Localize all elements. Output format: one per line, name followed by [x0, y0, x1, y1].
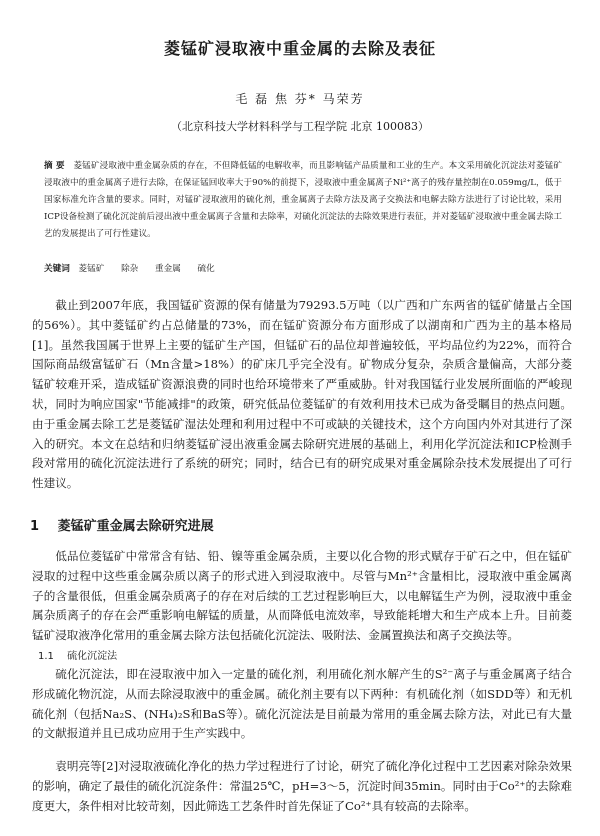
keywords-label: 关键词	[44, 264, 70, 274]
body-paragraph: 硫化沉淀法，即在浸取液中加入一定量的硫化剂，利用硫化剂水解产生的S²⁻离子与重金属离子结合形成硫化物沉淀，从而去除浸取液中的重金属。硫化剂主要有以下两种：有机硫化剂（如SDD等）和无机硫化剂（包括Na₂S、(NH₄)₂S和BaS等）。硫化沉淀法是目前最为常用的重金属去除方法，对此已有大量的文献报道并且已成功应用于生产实践中。	[32, 667, 572, 741]
authors: 毛 磊 焦 芬* 马荣芳	[235, 92, 365, 106]
intro-paragraph: 截止到2007年底，我国锰矿资源的保有储量为79293.5万吨（以广西和广东两省的锰矿储量占全国的56%）。其中菱锰矿约占总储量的73%，而在锰矿资源分布方面形成了以湖南和广西为主的基本格局[1]。虽然我国属于世界上主要的锰矿生产国，但锰矿石的品位却普遍较低，平均品位约为22%，而符合国际商品级富锰矿石（Mn含量>18%）的矿床几乎完全没有。矿物成分复杂，杂质含量偏高，大部分菱锰矿较难开采，造成锰矿资源浪费的同时也给环境带来了严重威胁。针对我国锰行业发展所面临的严峻现状，同时为响应国家"节能减排"的政策，研究低品位菱锰矿的有效利用技术已成为备受瞩目的热点问题。由于重金属去除工艺是菱锰矿湿法处理和利用过程中不可或缺的关键技术，这个方向国内外对其进行了深入的研究。本文在总结和归纳菱锰矿浸出液重金属去除研究进展的基础上，利用化学沉淀法和ICP检测手段对常用的硫化沉淀法进行了系统的研究；同时，结合已有的研究成果对重金属除杂技术发展提出了可行性建议。	[32, 298, 572, 491]
abstract-label: 摘 要	[44, 161, 65, 171]
keyword: 除杂	[121, 264, 139, 274]
subsection-heading	[38, 647, 117, 662]
affiliation: （北京科技大学材料科学与工程学院 北京 100083）	[171, 120, 429, 133]
keywords	[44, 262, 562, 274]
subsection-number: 1.1	[38, 651, 54, 662]
subsection-title: 硫化沉淀法	[67, 651, 118, 662]
section-title: 菱锰矿重金属去除研究进展	[57, 519, 214, 534]
body-paragraph: 低品位菱锰矿中常常含有钴、铅、镍等重金属杂质，主要以化合物的形式赋存于矿石之中，但在锰矿浸取的过程中这些重金属杂质以离子的形式进入到浸取液中。尽管与Mn²⁺含量相比，浸取液中重金属离子的含量很低，但重金属杂质离子的存在对后续的工艺过程影响巨大，以电解锰生产为例，浸取液中重金属杂质离子的存在会严重影响电解锰的质量，从而降低电流效率，导致能耗增大和生产成本上升。目前菱锰矿浸取液净化常用的重金属去除方法包括硫化沉淀法、吸附法、金属置换法和离子交换法等。	[32, 549, 572, 643]
abstract	[44, 158, 562, 243]
keyword: 菱锰矿	[78, 264, 105, 274]
body-paragraph: 袁明亮等[2]对浸取液硫化净化的热力学过程进行了讨论，研究了硫化净化过程中工艺因素对除杂效果的影响，确定了最佳的硫化沉淀条件：常温25℃，pH=3～5，沉淀时间35min。同时由于Co²⁺的去除难度更大，条件相对比较苛刻，因此筛选工艺条件时首先保证了Co²⁺具有较高的去除率。	[32, 759, 572, 813]
paper-title: 菱锰矿浸取液中重金属的去除及表征	[163, 39, 436, 58]
keyword: 重金属	[155, 264, 181, 274]
section-heading	[30, 515, 214, 534]
section-number: 1	[30, 519, 40, 534]
abstract-text: 菱锰矿浸取液中重金属杂质的存在，不但降低锰的电解收率，而且影响锰产品质量和工业的生产。本文采用硫化沉淀法对菱锰矿浸取液中的重金属离子进行去除，在保证锰回收率大于90%的前提下，浸取液中重金属离子Ni²⁺离子的残存量控制在0.059mg/L，低于国家标准允许含量的要求。同时，对锰矿浸取液用的硫化剂，重金属离子去除方法及离子交换法和电解去除方法进行了讨论比较，采用ICP设备检测了硫化沉淀前后浸出液中重金属离子含量和去除率，对硫化沉淀法的去除效果进行表征，并对菱锰矿浸取液中重金属去除工艺的发展提出了可行性建议。	[44, 161, 562, 239]
keyword: 硫化	[197, 264, 215, 274]
